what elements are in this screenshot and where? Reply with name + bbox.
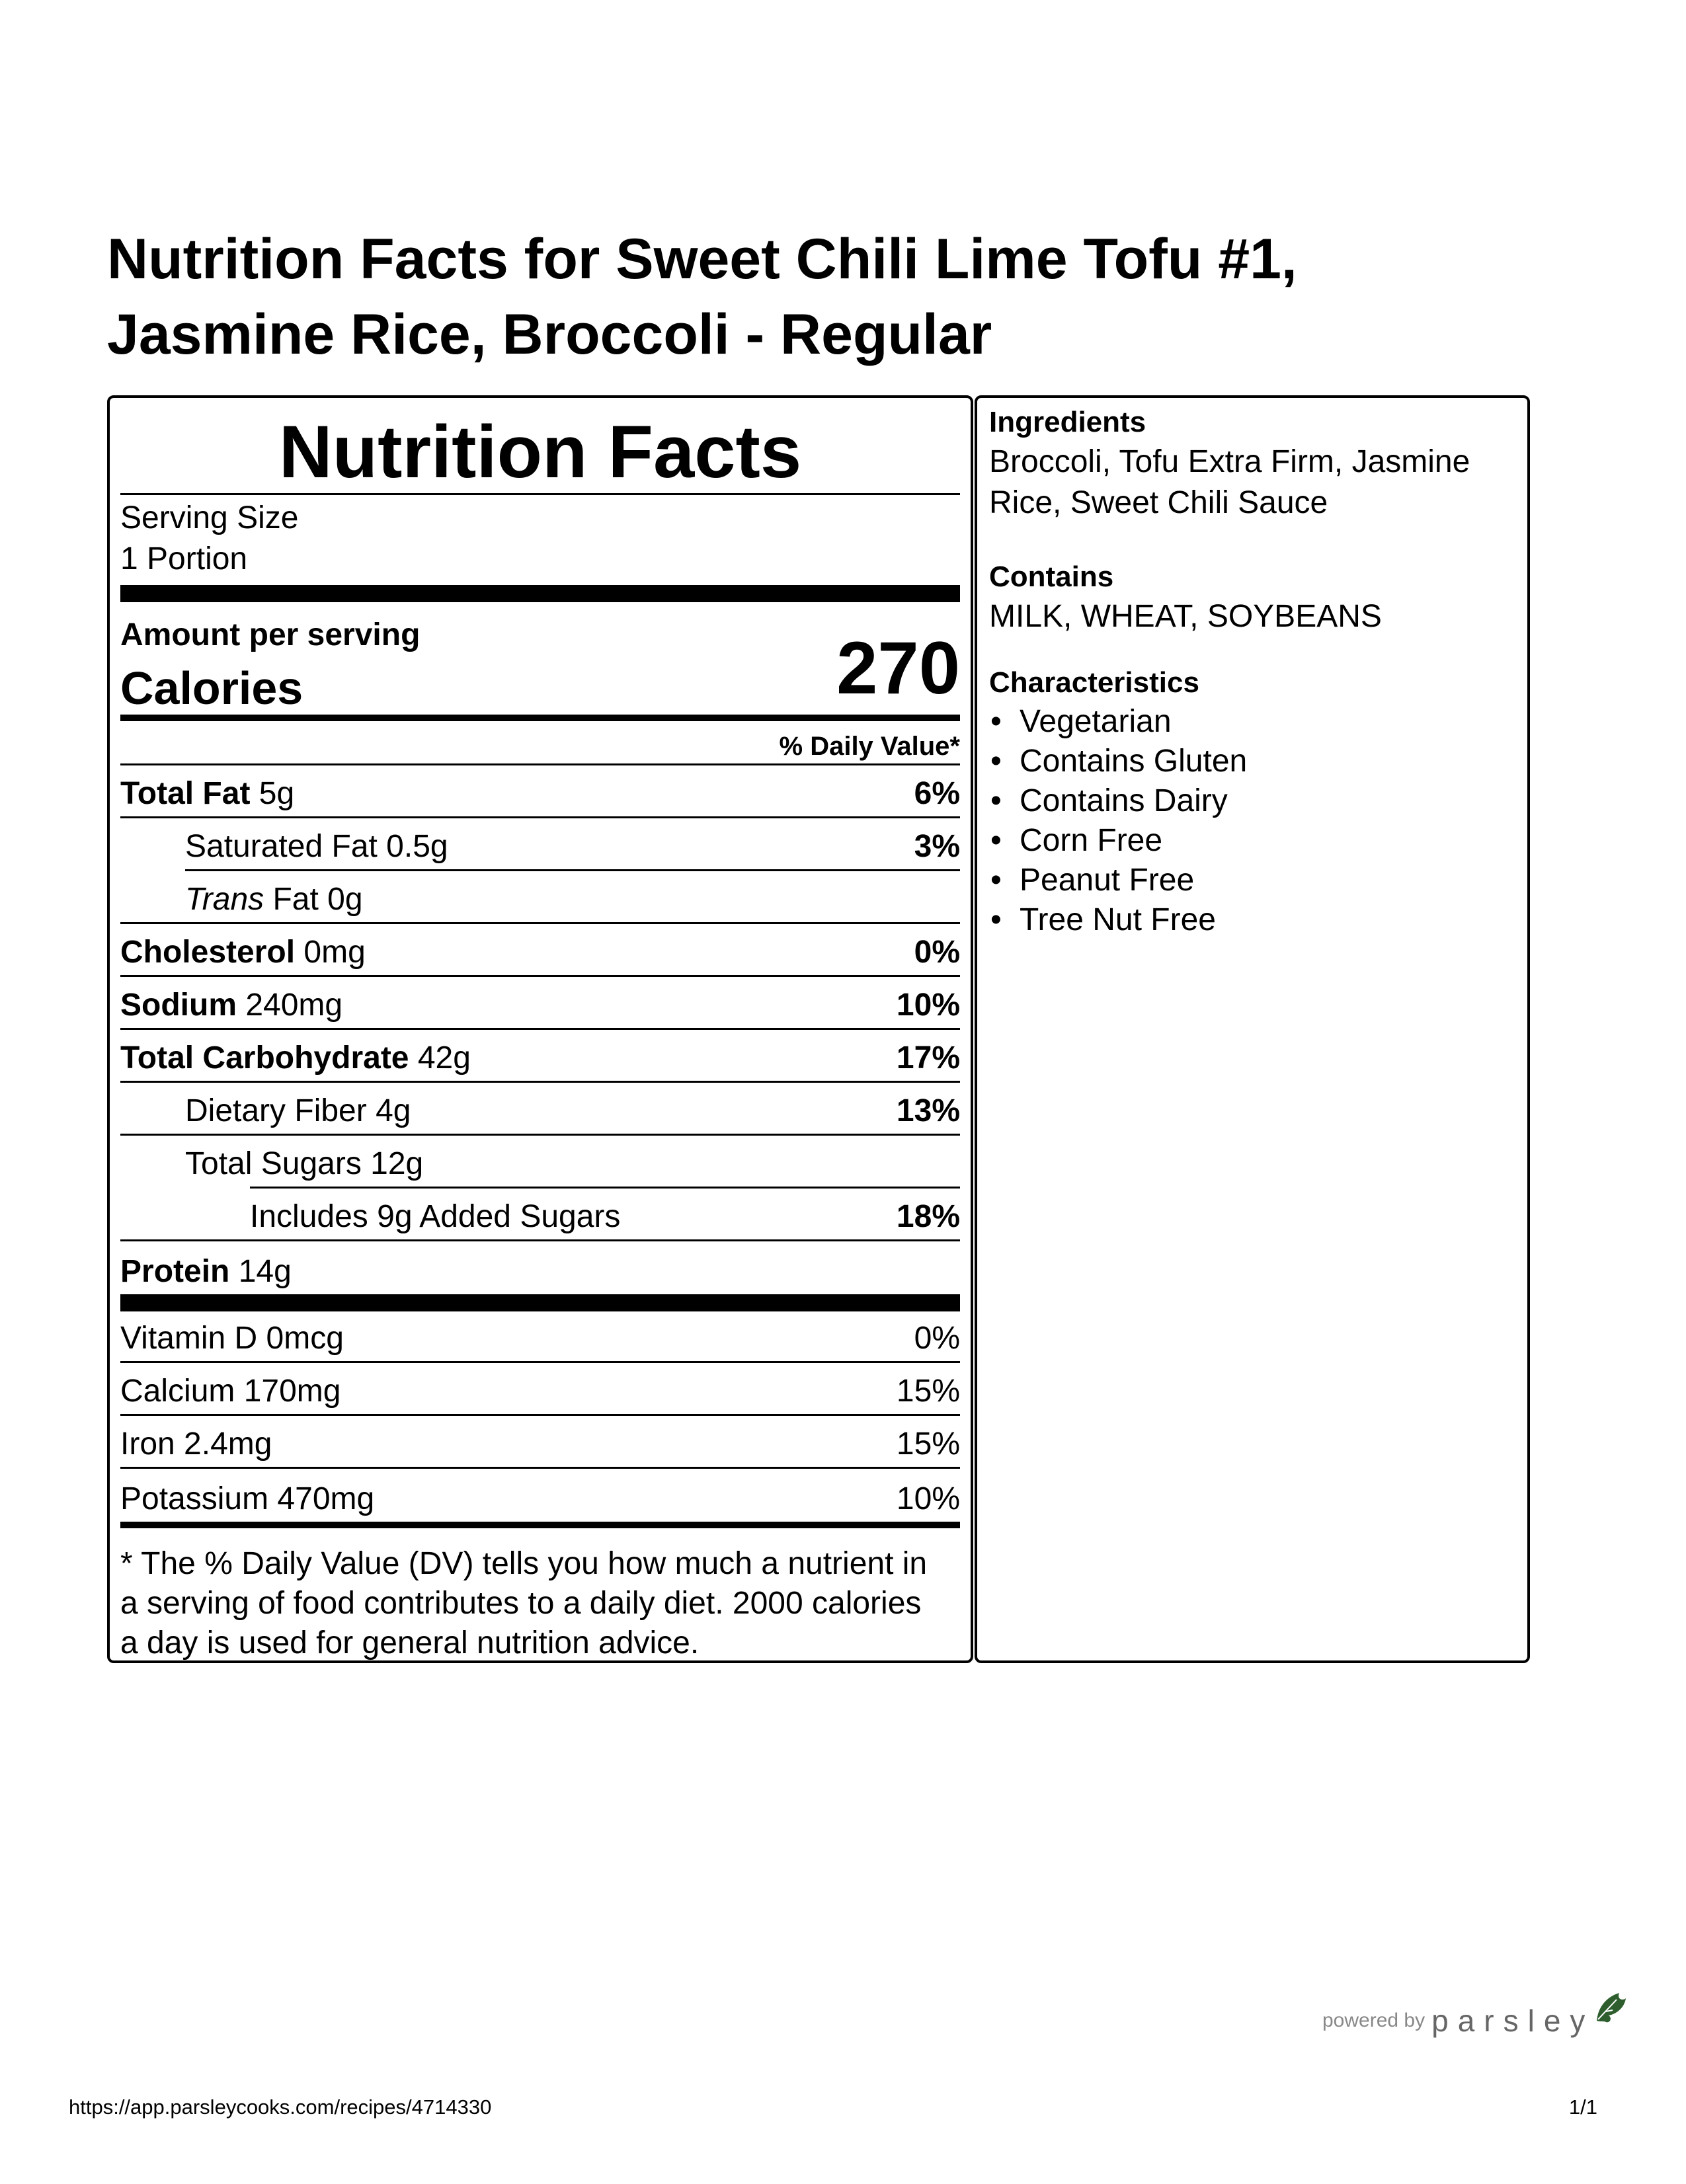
- nutrient-amount: 14g: [238, 1254, 292, 1289]
- ingredients-text: [989, 442, 1515, 524]
- nutrient-amount: 0mg: [303, 935, 366, 970]
- parsley-leaf-icon: [1590, 1988, 1630, 2031]
- nutrient-dv: 18%: [896, 1199, 960, 1234]
- list-item: • Corn Free: [989, 821, 1515, 861]
- ingredients-line: Broccoli, Tofu Extra Firm, Jasmine: [989, 444, 1470, 479]
- vitamin-name: Vitamin D 0mcg: [120, 1321, 344, 1356]
- footer-url: https://app.parsleycooks.com/recipes/4714330: [69, 2095, 492, 2119]
- bullet: •: [990, 823, 1002, 858]
- vitamin-dv: 0%: [914, 1321, 960, 1356]
- vitamin-name: Potassium 470mg: [120, 1481, 375, 1516]
- nutrient-name: Total Sugars 12g: [185, 1146, 424, 1181]
- characteristics-list: [989, 702, 1515, 940]
- parsley-brand-text: parsley: [1431, 2004, 1595, 2038]
- list-item: • Peanut Free: [989, 861, 1515, 900]
- bullet: •: [990, 704, 1002, 739]
- nutrient-amount: 240mg: [245, 988, 343, 1023]
- ingredients-line: Rice, Sweet Chili Sauce: [989, 485, 1328, 520]
- parsley-branding: [1322, 2003, 1630, 2039]
- calories-label: Calories: [120, 662, 303, 714]
- vitamin-dv: 15%: [896, 1426, 960, 1462]
- page-title-line2: Jasmine Rice, Broccoli - Regular: [107, 303, 992, 366]
- footnote-line: a serving of food contributes to a daily diet. 2000 calories: [120, 1586, 922, 1621]
- nutrient-name-italic: Trans: [185, 882, 264, 917]
- serving-size-value: 1 Portion: [120, 541, 248, 576]
- list-item: • Tree Nut Free: [989, 900, 1515, 940]
- nutrient-name: Cholesterol: [120, 935, 296, 970]
- divider: [250, 1187, 960, 1189]
- footer-page-indicator: 1/1: [1568, 2095, 1597, 2119]
- nutrition-facts-panel: [107, 395, 973, 1663]
- nutrient-dv: 6%: [914, 776, 960, 811]
- bullet: •: [990, 783, 1002, 818]
- nutrient-dv: 0%: [914, 935, 960, 970]
- nutrient-row-total-sugars: [120, 1136, 960, 1189]
- amount-per-serving: Amount per serving: [120, 617, 421, 652]
- page-title: [107, 221, 1562, 372]
- vitamin-dv: 10%: [896, 1481, 960, 1516]
- nutrient-row-total-fat: [120, 765, 960, 818]
- nutrient-row-cholesterol: [120, 924, 960, 977]
- daily-value-footnote: [120, 1528, 960, 1663]
- powered-by-text: powered by: [1322, 2009, 1425, 2031]
- nutrient-dv: 3%: [914, 829, 960, 864]
- nutrition-facts-heading: Nutrition Facts: [278, 410, 802, 493]
- nutrient-row-added-sugars: [120, 1189, 960, 1241]
- bullet: •: [990, 902, 1002, 937]
- nutrient-name: Sodium: [120, 988, 237, 1023]
- nutrient-name: Dietary Fiber 4g: [185, 1093, 411, 1128]
- medium-divider: [120, 715, 960, 721]
- nutrient-dv: 10%: [896, 988, 960, 1023]
- nutrient-row-dietary-fiber: [120, 1083, 960, 1136]
- nutrient-amount: 5g: [259, 776, 295, 811]
- nutrient-dv: 13%: [896, 1093, 960, 1128]
- contains-text: MILK, WHEAT, SOYBEANS: [989, 599, 1382, 634]
- nutrient-row-total-carbohydrate: [120, 1030, 960, 1083]
- vitamin-row-calcium: [120, 1363, 960, 1416]
- list-item: • Contains Gluten: [989, 742, 1515, 781]
- nutrient-name: Protein: [120, 1254, 230, 1289]
- calories-block: [120, 602, 960, 715]
- vitamin-name: Iron 2.4mg: [120, 1426, 272, 1462]
- daily-value-header: % Daily Value*: [779, 732, 960, 761]
- vitamin-row-potassium: [120, 1469, 960, 1522]
- nutrient-row-protein: [120, 1241, 960, 1294]
- medium-divider: [120, 1522, 960, 1528]
- footnote-line: * The % Daily Value (DV) tells you how much a nutrient in: [120, 1546, 928, 1581]
- contains-heading: Contains: [989, 561, 1114, 593]
- nutrient-amount: 42g: [417, 1040, 471, 1075]
- ingredients-heading: Ingredients: [989, 406, 1146, 438]
- nutrient-name: Total Fat: [120, 776, 251, 811]
- vitamin-row-iron: [120, 1416, 960, 1469]
- bullet: •: [990, 744, 1002, 779]
- footnote-line: a day is used for general nutrition advice.: [120, 1625, 700, 1660]
- serving-size-label: Serving Size: [120, 500, 299, 535]
- nutrient-row-sodium: [120, 977, 960, 1030]
- thick-divider: [120, 1294, 960, 1311]
- vitamin-row-vitamin-d: [120, 1311, 960, 1363]
- nutrient-row-saturated-fat: [185, 818, 960, 871]
- characteristics-heading: Characteristics: [989, 666, 1199, 699]
- calories-value: 270: [836, 627, 960, 709]
- nutrient-name: Includes 9g Added Sugars: [250, 1199, 621, 1234]
- thick-divider: [120, 585, 960, 602]
- vitamin-dv: 15%: [896, 1374, 960, 1409]
- list-item: • Contains Dairy: [989, 781, 1515, 821]
- nutrient-name: Fat 0g: [272, 882, 363, 917]
- vitamin-name: Calcium 170mg: [120, 1374, 341, 1409]
- nutrient-name: Total Carbohydrate: [120, 1040, 409, 1075]
- nutrient-row-trans-fat: [120, 871, 960, 924]
- nutrient-name: Saturated Fat 0.5g: [185, 829, 448, 864]
- ingredients-panel: [975, 395, 1530, 1663]
- nutrient-dv: 17%: [896, 1040, 960, 1075]
- page-title-line1: Nutrition Facts for Sweet Chili Lime Tofu #1,: [107, 227, 1297, 291]
- serving-size: [120, 495, 960, 580]
- bullet: •: [990, 863, 1002, 898]
- list-item: • Vegetarian: [989, 702, 1515, 742]
